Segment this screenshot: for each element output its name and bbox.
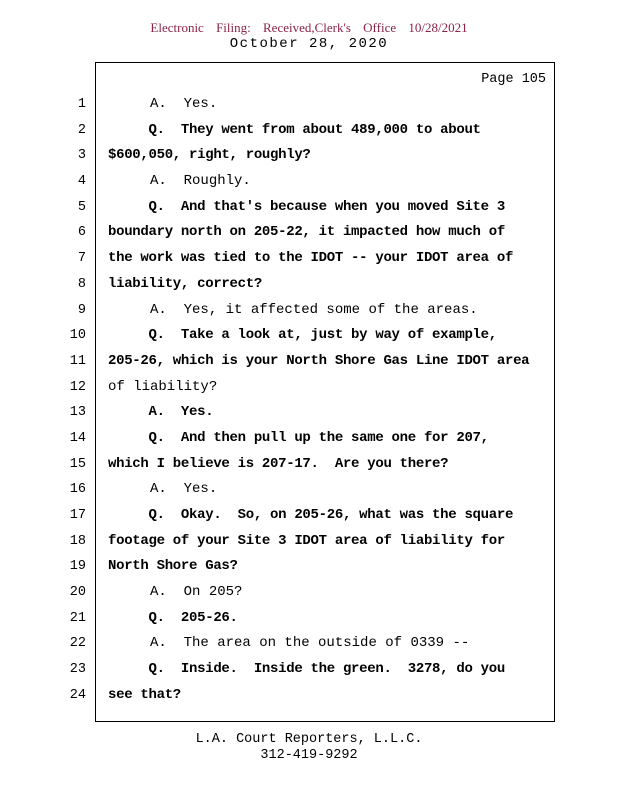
transcript-line (69, 554, 554, 580)
transcript-line (69, 400, 554, 426)
line-number: 3 (77, 148, 86, 164)
line-number: 15 (69, 456, 86, 472)
line-number: 1 (77, 97, 86, 112)
line-number: 17 (69, 508, 86, 523)
line-number: 14 (69, 430, 86, 446)
transcript-line (69, 323, 554, 349)
line-text: Q. And then pull up the same one for 207, (108, 429, 489, 446)
line-number: 8 (77, 276, 86, 292)
transcript-line (69, 657, 554, 683)
line-text: footage of your Site 3 IDOT area of liability for (108, 532, 505, 549)
transcript-line (69, 503, 554, 529)
reporter-company: L.A. Court Reporters, L.L.C. (195, 732, 423, 747)
line-number: 6 (77, 225, 86, 241)
transcript-line (69, 426, 554, 452)
line-text: A. The area on the outside of 0339 -- (108, 635, 470, 652)
transcript-line (69, 452, 554, 478)
line-text: Q. They went from about 489,000 to about (108, 121, 481, 138)
line-number: 13 (69, 405, 86, 421)
page-number-label: Page 105 (481, 72, 546, 87)
line-number: 20 (69, 585, 86, 601)
line-number: 4 (77, 174, 86, 190)
line-text: A. Yes, it affected some of the areas. (108, 301, 478, 318)
line-text: liability, correct? (108, 275, 262, 292)
line-text: A. On 205? (108, 584, 243, 601)
line-number: 18 (69, 533, 86, 549)
line-text: 205-26, which is your North Shore Gas Line IDOT area (108, 352, 530, 369)
transcript-line (69, 529, 554, 555)
line-number: 10 (69, 328, 86, 344)
line-text: $600,050, right, roughly? (108, 147, 311, 164)
transcript-line (77, 272, 554, 298)
transcript-line (77, 118, 554, 144)
efiling-stamp: Electronic Filing: Received,Clerk's Office 10/28/2021 (150, 20, 468, 35)
transcript-line (69, 375, 554, 401)
line-text: Q. Take a look at, just by way of example, (108, 327, 497, 344)
transcript-box (69, 62, 555, 722)
line-text: A. Yes. (108, 96, 218, 112)
transcript-line (77, 92, 554, 118)
line-text: which I believe is 207-17. Are you there? (108, 455, 449, 472)
transcript-line (77, 169, 554, 195)
line-number: 16 (69, 482, 86, 498)
transcript-line (77, 298, 554, 324)
transcript-line (69, 606, 554, 632)
line-number: 22 (69, 636, 86, 652)
line-number: 5 (77, 199, 86, 215)
line-text: Q. Inside. Inside the green. 3278, do you (108, 661, 505, 678)
transcript-line (77, 246, 554, 272)
line-number: 19 (69, 559, 86, 575)
transcript-lines (69, 92, 554, 709)
line-number: 9 (77, 302, 86, 318)
transcript-line (77, 220, 554, 246)
transcript-line (77, 143, 554, 169)
transcript-line (69, 580, 554, 606)
deposition-date: October 28, 2020 (229, 36, 389, 52)
reporter-phone: 312-419-9292 (260, 748, 358, 763)
line-text: the work was tied to the IDOT -- your IDOT area of (108, 250, 514, 267)
transcript-line (69, 631, 554, 657)
line-number: 7 (77, 251, 86, 267)
line-text: Q. Okay. So, on 205-26, what was the square (108, 507, 514, 523)
line-text: Q. 205-26. (108, 609, 238, 626)
transcript-line (69, 349, 554, 375)
transcript-line (69, 477, 554, 503)
line-text: boundary north on 205-22, it impacted how much of (108, 224, 505, 241)
line-number: 23 (69, 662, 86, 678)
line-text: North Shore Gas? (108, 558, 238, 575)
line-text: Q. And that's because when you moved Site 3 (108, 198, 505, 215)
line-text: see that? (108, 686, 181, 703)
transcript-line (69, 683, 554, 709)
line-text: A. Roughly. (108, 173, 251, 190)
line-number: 12 (69, 379, 86, 395)
line-number: 2 (77, 122, 86, 138)
transcript-line (77, 195, 554, 221)
line-number: 11 (69, 353, 86, 369)
line-text: of liability? (108, 378, 218, 395)
line-text: A. Yes. (108, 481, 218, 498)
line-number: 24 (69, 687, 86, 703)
line-text: A. Yes. (108, 404, 214, 421)
line-number: 21 (69, 610, 86, 626)
